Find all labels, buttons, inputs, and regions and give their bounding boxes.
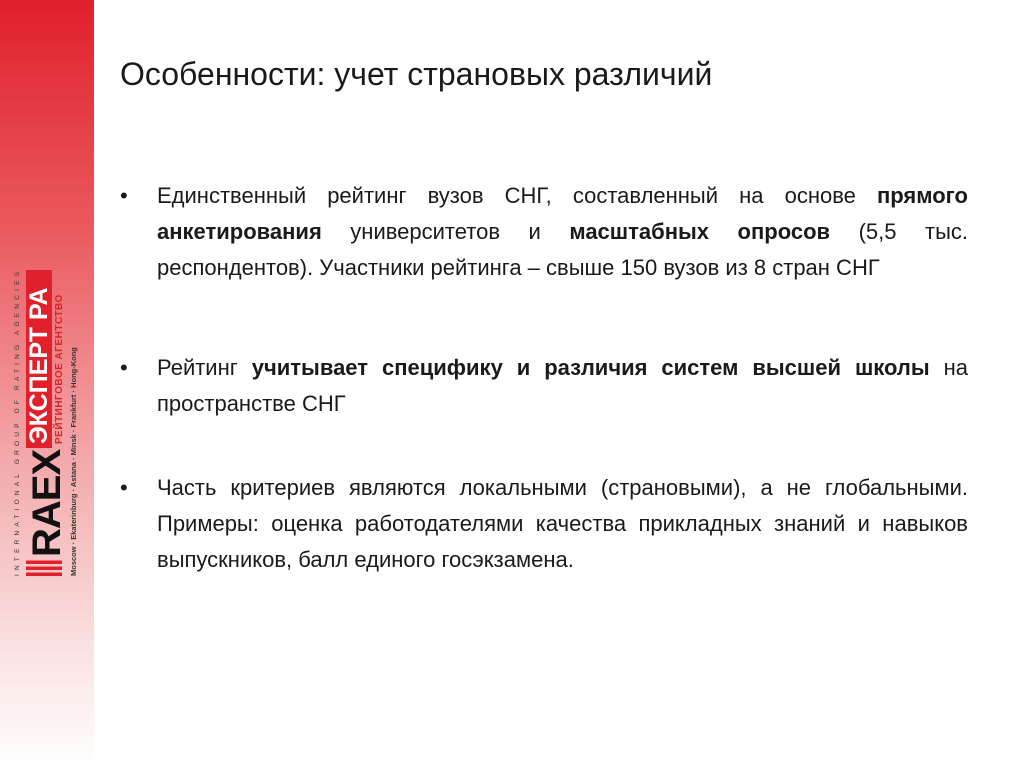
raex-logo [10, 268, 84, 580]
bullet-text: Единственный рейтинг вузов СНГ, составленный на основе [157, 183, 877, 208]
bullet-item-2 [120, 350, 968, 422]
bullet-text: Часть критериев являются локальными (страновыми), а не глобальными. Примеры: оценка работодателями качества прикладных знаний и навыков выпускников, балл единого госэкзамена. [157, 475, 968, 572]
logo-tagline-text: РЕЙТИНГОВОЕ АГЕНТСТВО [54, 294, 65, 444]
logo-cities-text: Moscow · Ekaterinburg · Astana · Minsk · Frankfurt · Hong-Kong [69, 347, 78, 576]
bullet-item-3 [120, 470, 968, 578]
bullet-dot: • [120, 355, 128, 380]
bullet-dot: • [120, 475, 128, 500]
raex-logo-graphic [10, 268, 84, 580]
logo-group-text: INTERNATIONAL GROUP OF RATING AGENCIES [14, 268, 21, 576]
bullet-text: на пространстве СНГ [157, 355, 968, 416]
logo-brand-text: RAEX [25, 449, 69, 557]
bullet-item-1 [120, 178, 968, 286]
bullet-list [120, 178, 968, 642]
bullet-text: (5,5 тыс. респондентов). Участники рейтинга – свыше 150 вузов из 8 стран СНГ [157, 219, 968, 280]
bullet-text: Рейтинг [157, 355, 252, 380]
bullet-bold-text: учитывает специфику и различия систем высшей школы [251, 355, 930, 380]
slide-title: Особенности: учет страновых различий [120, 56, 713, 92]
bullet-bold-text: масштабных опросов [569, 219, 831, 244]
bullet-bold-text: прямого анкетирования [157, 183, 968, 244]
logo-name-text: ЭКСПЕРТ РА [25, 287, 53, 444]
bullet-text: университетов и [321, 219, 570, 244]
bullet-dot: • [120, 183, 128, 208]
